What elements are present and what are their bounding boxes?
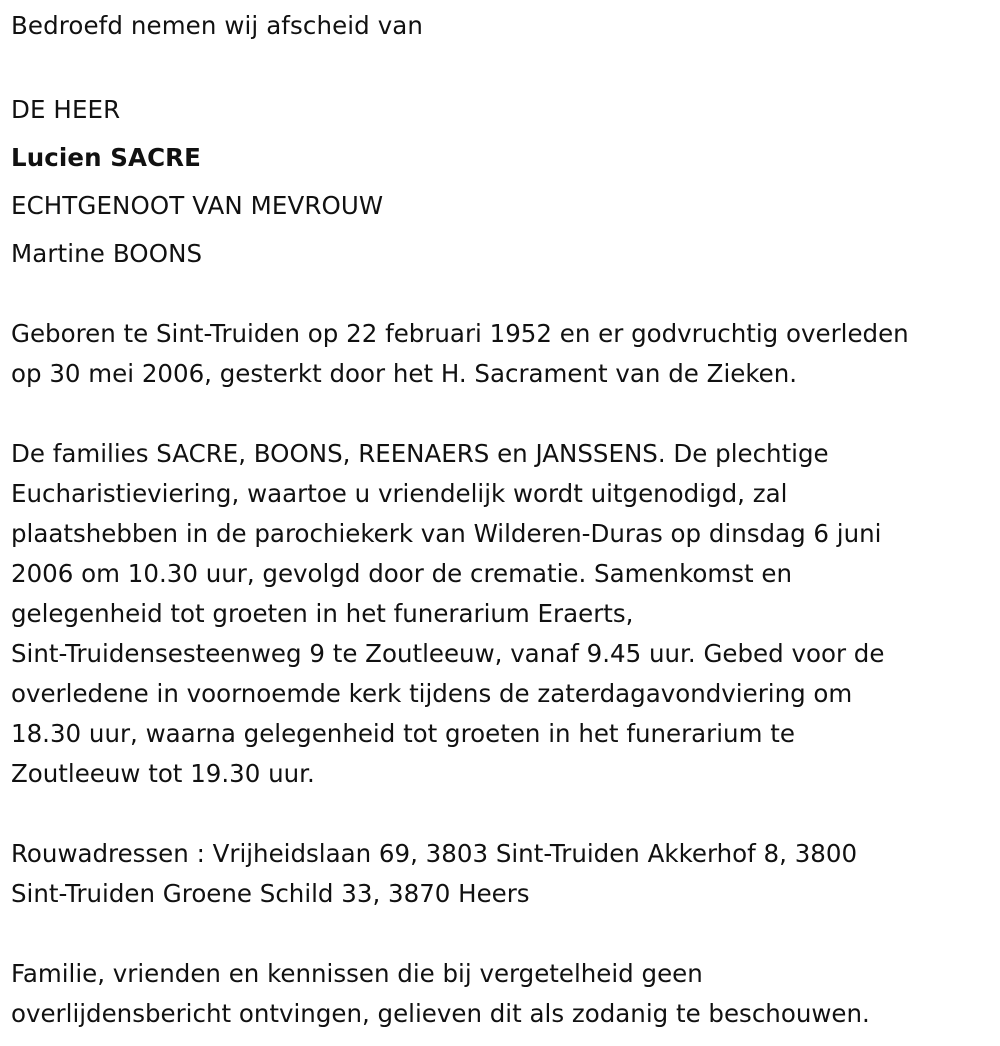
paragraph-line: Geboren te Sint-Truiden op 22 februari 1952 en er godvruchtig overleden: [11, 319, 909, 348]
paragraph-line: Sint-Truidensesteenweg 9 te Zoutleeuw, vanaf 9.45 uur. Gebed voor de: [11, 639, 885, 668]
paragraph-line: Eucharistieviering, waartoe u vriendelijk wordt uitgenodigd, zal: [11, 479, 788, 508]
spacer: [11, 394, 996, 434]
birth-death-paragraph: [11, 314, 996, 394]
paragraph-line: overlijdensbericht ontvingen, gelieven dit als zodanig te beschouwen.: [11, 999, 870, 1028]
spacer: [11, 46, 996, 86]
deceased-name: Lucien SACRE: [11, 143, 201, 172]
closing-paragraph: [11, 954, 996, 1034]
paragraph-line: plaatshebben in de parochiekerk van Wilderen-Duras op dinsdag 6 juni: [11, 519, 882, 548]
addresses-paragraph: [11, 834, 996, 914]
paragraph-line: Rouwadressen : Vrijheidslaan 69, 3803 Sint-Truiden Akkerhof 8, 3800: [11, 839, 858, 868]
paragraph-line: overledene in voornoemde kerk tijdens de zaterdagavondviering om: [11, 679, 853, 708]
name-block: [11, 86, 996, 278]
intro-line: Bedroefd nemen wij afscheid van: [11, 11, 424, 40]
paragraph-line: 18.30 uur, waarna gelegenheid tot groeten in het funerarium te: [11, 719, 795, 748]
spouse-label: ECHTGENOOT VAN MEVROUW: [11, 191, 384, 220]
spouse-name: Martine BOONS: [11, 239, 203, 268]
title-prefix: DE HEER: [11, 95, 121, 124]
spacer: [11, 278, 996, 314]
paragraph-line: Sint-Truiden Groene Schild 33, 3870 Heers: [11, 879, 530, 908]
spacer: [11, 794, 996, 834]
paragraph-line: 2006 om 10.30 uur, gevolgd door de crematie. Samenkomst en: [11, 559, 793, 588]
ceremony-paragraph: [11, 434, 996, 794]
paragraph-line: Familie, vrienden en kennissen die bij vergetelheid geen: [11, 959, 703, 988]
spacer: [11, 914, 996, 954]
paragraph-line: op 30 mei 2006, gesterkt door het H. Sacrament van de Zieken.: [11, 359, 798, 388]
paragraph-line: De families SACRE, BOONS, REENAERS en JANSSENS. De plechtige: [11, 439, 829, 468]
paragraph-line: gelegenheid tot groeten in het funerarium Eraerts,: [11, 599, 634, 628]
obituary-notice: [11, 6, 996, 1034]
paragraph-line: Zoutleeuw tot 19.30 uur.: [11, 759, 315, 788]
